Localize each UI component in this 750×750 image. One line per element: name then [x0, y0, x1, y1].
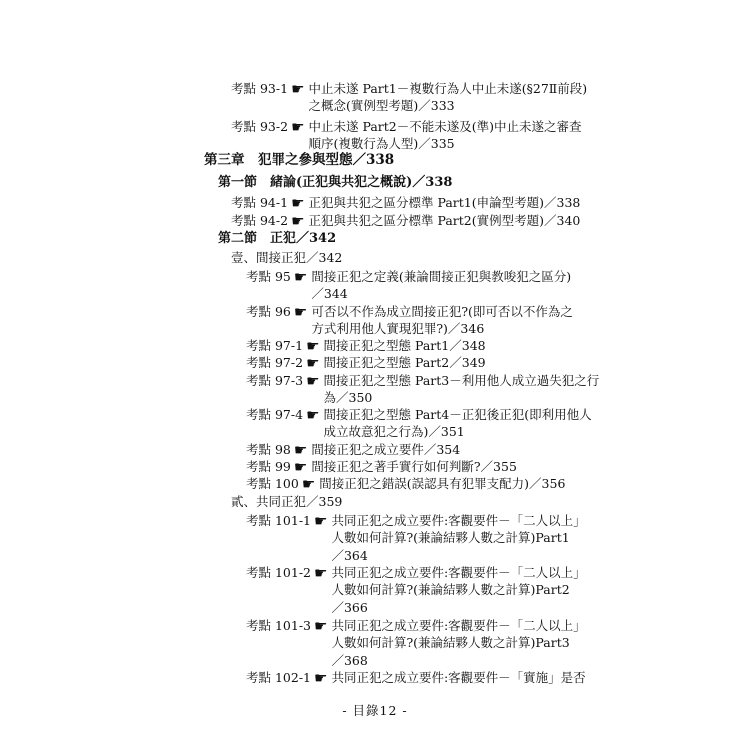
toc-entry-102-1[interactable] — [246, 669, 586, 686]
toc-entry-97-2[interactable] — [246, 354, 486, 371]
pointing-hand-icon: ☛ — [293, 303, 308, 321]
toc-entry-99[interactable] — [246, 458, 517, 475]
entry-text: 間接正犯之成立要件／354 — [311, 442, 461, 457]
toc-entry-97-4[interactable] — [246, 406, 592, 441]
entry-label: 考點 98 — [246, 442, 291, 457]
entry-label: 考點 101-2 — [246, 565, 312, 580]
entry-label: 考點 97-2 — [246, 355, 304, 370]
toc-entry-101-1[interactable] — [246, 512, 586, 564]
entry-text: 中止未遂 Part1－複數行為人中止未遂(§27Ⅱ前段) 之概念(實例型考題)／333 — [308, 81, 588, 114]
entry-label: 考點 94-2 — [231, 213, 289, 228]
toc-entry-101-3[interactable] — [246, 617, 586, 669]
entry-text: 可否以不作為成立間接正犯?(即可否以不作為之 方式利用他人實現犯罪?)／346 — [311, 304, 573, 337]
pointing-hand-icon: ☛ — [306, 354, 320, 372]
entry-label: 考點 97-3 — [246, 373, 304, 388]
entry-label: 考點 102-1 — [246, 670, 312, 685]
entry-label: 考點 97-1 — [246, 338, 304, 353]
toc-entry-93-1[interactable] — [231, 80, 587, 115]
toc-entry-96[interactable] — [246, 303, 573, 338]
entry-text: 間接正犯之著手實行如何判斷?／355 — [311, 459, 517, 474]
entry-text: 共同正犯之成立要件:客觀要件－「二人以上」 人數如何計算?(兼論結夥人數之計算)Part2 ／366 — [331, 565, 586, 615]
subsection-heading-1[interactable]: 壹、間接正犯／342 — [231, 250, 343, 265]
section-heading-2[interactable]: 第二節 正犯／342 — [218, 231, 337, 246]
entry-label: 考點 101-1 — [246, 513, 312, 528]
pointing-hand-icon: ☛ — [314, 669, 328, 687]
entry-label: 考點 101-3 — [246, 618, 312, 633]
entry-text: 間接正犯之定義(兼論間接正犯與教唆犯之區分) ／344 — [311, 269, 572, 302]
entry-text: 共同正犯之成立要件:客觀要件－「實施」是否 — [331, 670, 586, 685]
section-heading-1[interactable]: 第一節 緒論(正犯與共犯之概說)／338 — [218, 175, 453, 190]
toc-entry-94-1[interactable] — [231, 194, 580, 211]
toc-entry-97-1[interactable] — [246, 337, 486, 354]
entry-label: 考點 100 — [246, 476, 299, 491]
entry-label: 考點 93-1 — [231, 81, 289, 96]
entry-text: 中止未遂 Part2－不能未遂及(準)中止未遂之審查 順序(複數行為人型)／335 — [308, 119, 582, 152]
pointing-hand-icon: ☛ — [314, 564, 328, 582]
entry-text: 正犯與共犯之區分標準 Part2(實例型考題)／340 — [308, 213, 581, 228]
entry-label: 考點 95 — [246, 269, 291, 284]
chapter-heading[interactable]: 第三章 犯罪之參與型態／338 — [204, 152, 395, 168]
entry-label: 考點 94-1 — [231, 195, 289, 210]
toc-entry-93-2[interactable] — [231, 118, 582, 153]
entry-label: 考點 97-4 — [246, 407, 304, 422]
pointing-hand-icon: ☛ — [291, 212, 305, 230]
pointing-hand-icon: ☛ — [293, 268, 308, 286]
pointing-hand-icon: ☛ — [291, 118, 305, 136]
entry-text: 間接正犯之型態 Part3－利用他人成立過失犯之行 為／350 — [323, 373, 600, 406]
subsection-heading-2[interactable]: 貳、共同正犯／359 — [231, 494, 343, 509]
pointing-hand-icon: ☛ — [293, 458, 308, 476]
toc-entry-98[interactable] — [246, 441, 460, 458]
toc-entry-95[interactable] — [246, 268, 571, 303]
toc-entry-94-2[interactable] — [231, 212, 580, 229]
entry-label: 考點 99 — [246, 459, 291, 474]
entry-label: 考點 93-2 — [231, 119, 289, 134]
entry-text: 間接正犯之錯誤(誤認具有犯罪支配力)／356 — [319, 476, 566, 491]
pointing-hand-icon: ☛ — [291, 80, 305, 98]
page-number-footer: - 目錄12 - — [342, 703, 408, 718]
entry-text: 間接正犯之型態 Part4－正犯後正犯(即利用他人 成立故意犯之行為)／351 — [323, 407, 592, 440]
entry-text: 間接正犯之型態 Part2／349 — [323, 355, 486, 370]
pointing-hand-icon: ☛ — [314, 512, 328, 530]
entry-text: 間接正犯之型態 Part1／348 — [323, 338, 486, 353]
pointing-hand-icon: ☛ — [306, 372, 320, 390]
entry-text: 共同正犯之成立要件:客觀要件－「二人以上」 人數如何計算?(兼論結夥人數之計算)Part3 ／368 — [331, 618, 586, 668]
pointing-hand-icon: ☛ — [314, 617, 328, 635]
entry-label: 考點 96 — [246, 304, 291, 319]
pointing-hand-icon: ☛ — [291, 194, 305, 212]
toc-entry-101-2[interactable] — [246, 564, 586, 616]
pointing-hand-icon: ☛ — [306, 406, 320, 424]
toc-entry-100[interactable] — [246, 475, 565, 492]
pointing-hand-icon: ☛ — [306, 337, 320, 355]
pointing-hand-icon: ☛ — [293, 441, 308, 459]
toc-entry-97-3[interactable] — [246, 372, 599, 407]
entry-text: 共同正犯之成立要件:客觀要件－「二人以上」 人數如何計算?(兼論結夥人數之計算)Part1 ／364 — [331, 513, 586, 563]
pointing-hand-icon: ☛ — [301, 475, 316, 493]
entry-text: 正犯與共犯之區分標準 Part1(申論型考題)／338 — [308, 195, 581, 210]
